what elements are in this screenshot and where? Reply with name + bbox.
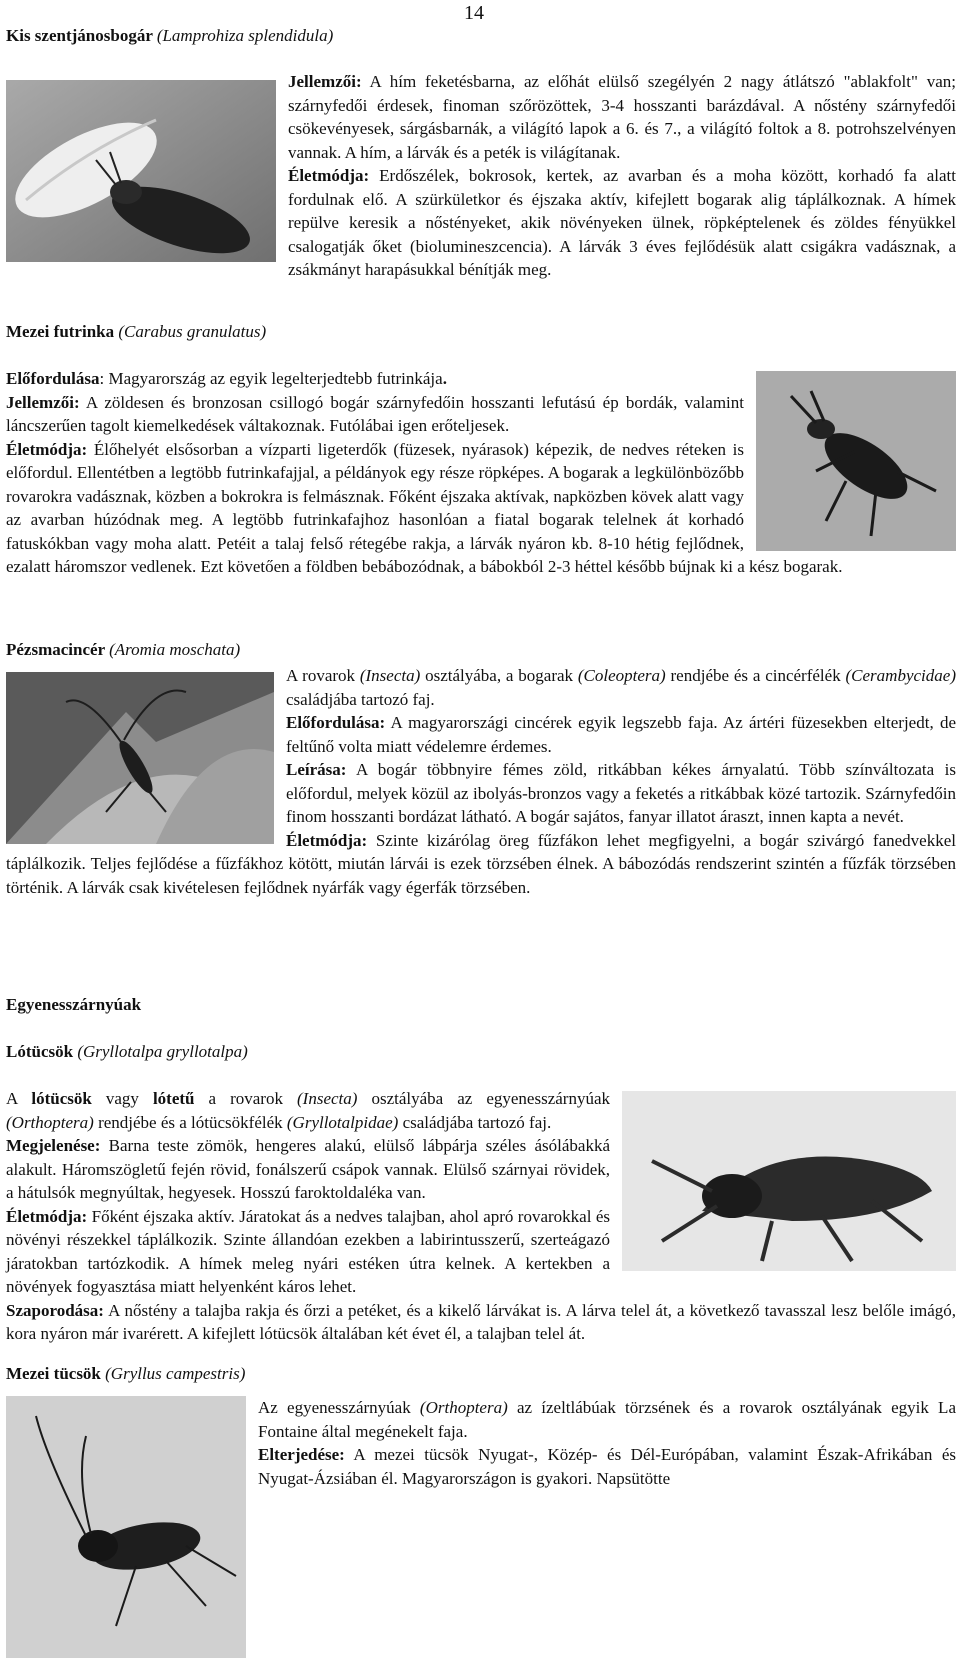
mole-cricket-lifestyle-label: Életmódja: [6, 1206, 88, 1226]
page-number: 14 [464, 2, 484, 24]
section-title-latin: (Carabus granulatus) [118, 322, 267, 341]
section-title-pezsmacincer [6, 638, 240, 662]
musk-beetle-lifestyle-text: Szinte kizárólag öreg fűzfákon lehet megfigyelni, a bogár szivárgó fanedvekkel táplálkozik. Teljes fejlődése a fűzfákhoz kötött, miután lárvái is ezek törzsében élnek. A bábozódás rendszerint szintén a fűzfák törzsében történik. A lárvák csak kivételesen fejlődnek nyárfák vagy égerfák törzsében. [6, 830, 956, 897]
musk-beetle-intro-b: osztályába, a bogarak [420, 666, 578, 685]
musk-beetle-intro-latin-3: (Cerambycidae) [845, 666, 956, 685]
mole-cricket-reproduction-text: A nőstény a talajba rakja és őrzi a petéket, és a kikelő lárvákat is. A lárva telel át, a következő tavasszal lesz belőle imágó, kora nyáron már ivarérett. A kifejlett lótücsök általában két évet él, a talajban telel át. [6, 1300, 956, 1343]
section-title-mezei-tucsok [6, 1362, 245, 1386]
musk-beetle-lifestyle-label: Életmódja: [286, 830, 368, 850]
field-cricket-intro-a: Az egyenesszárnyúak [258, 1398, 420, 1417]
mole-cricket-intro-e: rendjébe és a lótücsökfélék [93, 1112, 287, 1132]
section-title-lotucsok [6, 1040, 248, 1064]
field-cricket-intro-b: az ízeltlábúak törzsének és a rovarok osztályának egyik La Fontaine által megénekelt faja. [258, 1398, 956, 1441]
field-cricket-photo [6, 1396, 246, 1658]
mole-cricket-appearance-label: Megjelenése: [6, 1136, 101, 1155]
beetle-occurrence-end: . [442, 369, 447, 388]
beetle-features-text: A zöldesen és bronzosan csillogó bogár szárnyfedőin hosszanti lefutású ép bordák, valamint láncszerűen tagolt kiemelkedések váltakoznak. Futólábai igen erőteljesek. [6, 392, 744, 435]
mole-cricket-latin-1: (Insecta) [297, 1089, 358, 1108]
firefly-lifestyle-text: Erdőszélek, bokrosok, kertek, az avarban és a moha között, korhadó fa alatt fordulnak elő. A szürkületkor és éjszaka aktív, kifejlett bogarak alig táplálkoznak. A hímek repülve keresik a nőstényeket, akik növényeken ülnek, röpképtelenek és zöldes fényükkel csalogatják őket (biolumineszcencia). A lárvák 3 éves fejlődésük alatt csigákra vadásznak, a zsákmányt harapásukkal bénítják meg. [288, 166, 956, 279]
section-body-mezei-futrinka [6, 367, 956, 579]
mole-cricket-photo [622, 1091, 956, 1271]
section-title-text: Lótücsök [6, 1042, 74, 1061]
section-title-latin: (Gryllus campestris) [105, 1364, 246, 1383]
mole-cricket-reproduction-label: Szaporodása: [6, 1300, 104, 1320]
section-title-text: Egyenesszárnyúak [6, 995, 142, 1014]
mole-cricket-lifestyle-text: Főként éjszaka aktív. Járatokat ás a nedves talajban, ahol apró rovarokkal és növényi részekkel táplálkozik. Szinte állandóan ezekben a labirintusszerű, szerteágazó járatokban tartózkodik. A hímek meleg nyári estéken útra kelnek. A kertekben a növények fogyasztása miatt helyenként káros lehet. [6, 1206, 610, 1296]
section-body-pezsmacincer [6, 664, 956, 899]
firefly-features-label: Jellemzői: [288, 72, 362, 91]
section-title-text: Kis szentjánosbogár [6, 26, 153, 45]
mole-cricket-intro-a: A [6, 1089, 32, 1108]
mole-cricket-appearance-text: Barna teste zömök, hengeres alakú, elülső lábpárja széles ásólábakká alakult. Háromszögletű fején rövid, fonálszerű csápok vannak. Elülső szárnyai rövidek, a hátulsók megnyúltak, hegyesek. Hosszú faroktoldaléka van. [6, 1136, 610, 1202]
musk-beetle-description-label: Leírása: [286, 760, 347, 779]
section-title-text: Pézsmacincér [6, 640, 105, 659]
musk-beetle-photo [6, 672, 274, 844]
section-title-latin: (Gryllotalpa gryllotalpa) [77, 1042, 248, 1061]
mole-cricket-latin-2: (Orthoptera) [6, 1112, 94, 1132]
section-title-latin: (Aromia moschata) [109, 640, 241, 659]
musk-beetle-occurrence-label: Előfordulása: [286, 713, 386, 732]
mole-cricket-intro-f: családjába tartozó faj. [398, 1112, 552, 1132]
section-title-kis-szentjanosbogar [6, 24, 333, 48]
mole-cricket-intro-b: vagy [91, 1089, 153, 1108]
beetle-features-label: Jellemzői: [6, 392, 80, 412]
ground-beetle-photo [756, 371, 956, 551]
beetle-lifestyle-text: Élőhelyét elsősorban a vízparti ligeterdők (füzesek, nyárasok) képezik, de nedves réteken is előfordul. Ellentétben a legtöbb futrinkafajjal, a példányok egy része röpképes. A bogarak a legkülönbözőbb rovarokra vadásznak, közben a bokrokra is felmásznak. Főként éjszaka aktívak, napközben kövek alatt vagy az avarban húzódnak meg. A legtöbb futrinkafajhoz hasonlóan a fiatal bogarak telelnek át korhadó fatuskókban vagy moha alatt. Petéit a talaj felső rétegébe rakja, a lárvák nyáron kb. 8-10 hétig fejlődnek, ezalatt háromszor vedlenek. Ezt követően a földben bebábozódnak, a bábokból 2-3 héttel később bújnak ki a kész bogarak. [6, 439, 843, 576]
beetle-lifestyle-label: Életmódja: [6, 439, 88, 459]
firefly-photo [6, 80, 276, 262]
field-cricket-range-text: A mezei tücsök Nyugat-, Közép- és Dél-Európában, valamint Észak-Afrikában és Nyugat-Ázsiában él. Magyarországon is gyakori. Napsütötte [258, 1445, 956, 1488]
section-title-egyenesszarnyuak [6, 993, 141, 1017]
field-cricket-range-label: Elterjedése: [258, 1445, 345, 1464]
mole-cricket-intro-c: a rovarok [194, 1089, 297, 1108]
document-page [6, 0, 956, 1666]
section-title-mezei-futrinka [6, 320, 266, 344]
musk-beetle-description-text: A bogár többnyire fémes zöld, ritkábban kékes árnyalatú. Több színváltozata is előfordul, melyek közül az ibolyás-bronzos vagy a feketés a ritkábbak közé tartozik. Szárnyfedőin finom hosszanti bordázat látható. A bogár sajátos, fanyar illatot áraszt, innen kapta a nevét. [286, 760, 956, 826]
section-body-kis-szentjanosbogar [6, 70, 956, 282]
mole-cricket-name-1: lótücsök [31, 1089, 92, 1108]
section-body-lotucsok [6, 1087, 956, 1346]
musk-beetle-occurrence-text: A magyarországi cincérek egyik legszebb faja. Az ártéri füzesekben elterjedt, de feltűnő volta miatt védelemre érdemes. [286, 713, 956, 756]
section-title-latin: (Lamprohiza splendidula) [156, 26, 334, 45]
section-title-text: Mezei futrinka [6, 322, 115, 341]
beetle-occurrence-text: : Magyarország az egyik legelterjedtebb futrinkája [99, 369, 443, 388]
section-body-mezei-tucsok [6, 1396, 956, 1658]
musk-beetle-intro-c: rendjébe és a cincérfélék [665, 666, 846, 685]
section-title-text: Mezei tücsök [6, 1364, 101, 1383]
firefly-features-text: A hím feketésbarna, az előhát elülső szegélyén 2 nagy átlátszó "ablakfolt" van; szárnyfedői érdesek, finoman szőrözöttek, 3-4 hosszanti barázdával. A nőstény szárnyfedői csökevényesek, sárgásbarnák, a világító lapok a 6. és 7., a világító foltok a 8. potrohszelvényen vannak. A hím, a lárvák és a peték is világítanak. [288, 72, 956, 162]
mole-cricket-latin-3: (Gryllotalpidae) [286, 1112, 399, 1132]
field-cricket-latin-1: (Orthoptera) [419, 1398, 508, 1417]
firefly-lifestyle-label: Életmódja: [288, 166, 370, 185]
mole-cricket-intro-d: osztályába az egyenesszárnyúak [357, 1089, 611, 1108]
musk-beetle-intro-latin-2: (Coleoptera) [577, 666, 666, 685]
beetle-occurrence-label: Előfordulása [6, 369, 100, 388]
musk-beetle-intro-latin-1: (Insecta) [359, 666, 421, 685]
musk-beetle-intro-a: A rovarok [286, 666, 360, 685]
musk-beetle-intro-d: családjába tartozó faj. [286, 689, 435, 709]
mole-cricket-name-2: lótetű [152, 1089, 195, 1108]
